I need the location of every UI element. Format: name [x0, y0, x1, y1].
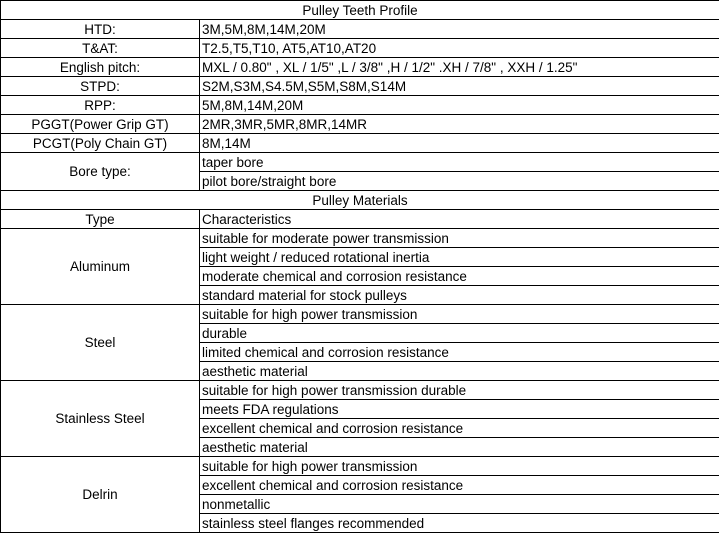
material-characteristic: suitable for high power transmission — [200, 305, 719, 324]
table-row — [1, 191, 719, 210]
row-value: S2M,S3M,S4.5M,S5M,S8M,S14M — [200, 77, 719, 96]
material-name: Steel — [1, 305, 200, 381]
table-row — [1, 210, 719, 229]
table-row — [1, 305, 719, 324]
material-characteristic: limited chemical and corrosion resistance — [200, 343, 719, 362]
row-value: MXL / 0.80" , XL / 1/5" ,L / 3/8" ,H / 1/2" .XH / 7/8" , XXH / 1.25" — [200, 58, 719, 77]
row-value: 5M,8M,14M,20M — [200, 96, 719, 115]
material-name: Stainless Steel — [1, 381, 200, 457]
table-row — [1, 58, 719, 77]
material-characteristic: aesthetic material — [200, 362, 719, 381]
row-label: STPD: — [1, 77, 200, 96]
material-characteristic: suitable for high power transmission durable — [200, 381, 719, 400]
material-characteristic: aesthetic material — [200, 438, 719, 457]
table-row — [1, 229, 719, 248]
row-value: 2MR,3MR,5MR,8MR,14MR — [200, 115, 719, 134]
characteristics-header: Characteristics — [200, 210, 719, 229]
table-row — [1, 457, 719, 476]
row-label: T&AT: — [1, 39, 200, 58]
table-row — [1, 115, 719, 134]
material-characteristic: moderate chemical and corrosion resistance — [200, 267, 719, 286]
row-label: HTD: — [1, 20, 200, 39]
material-characteristic: nonmetallic — [200, 495, 719, 514]
row-label: RPP: — [1, 96, 200, 115]
material-characteristic: excellent chemical and corrosion resistance — [200, 476, 719, 495]
row-label: PCGT(Poly Chain GT) — [1, 134, 200, 153]
bore-type-value: pilot bore/straight bore — [200, 172, 719, 191]
bore-type-value: taper bore — [200, 153, 719, 172]
material-characteristic: excellent chemical and corrosion resistance — [200, 419, 719, 438]
material-characteristic: suitable for high power transmission — [200, 457, 719, 476]
material-characteristic: meets FDA regulations — [200, 400, 719, 419]
row-label: English pitch: — [1, 58, 200, 77]
row-label: PGGT(Power Grip GT) — [1, 115, 200, 134]
table-row — [1, 153, 719, 172]
type-header: Type — [1, 210, 200, 229]
table-row — [1, 20, 719, 39]
row-value: 8M,14M — [200, 134, 719, 153]
table-row — [1, 381, 719, 400]
table-row — [1, 134, 719, 153]
material-characteristic: light weight / reduced rotational inertia — [200, 248, 719, 267]
row-value: 3M,5M,8M,14M,20M — [200, 20, 719, 39]
table-row — [1, 1, 719, 20]
material-name: Delrin — [1, 457, 200, 533]
materials-title: Pulley Materials — [1, 191, 719, 210]
material-characteristic: standard material for stock pulleys — [200, 286, 719, 305]
table-row — [1, 77, 719, 96]
bore-type-label: Bore type: — [1, 153, 200, 191]
table-row — [1, 96, 719, 115]
material-characteristic: durable — [200, 324, 719, 343]
table-row — [1, 39, 719, 58]
profile-title: Pulley Teeth Profile — [1, 1, 719, 20]
material-name: Aluminum — [1, 229, 200, 305]
row-value: T2.5,T5,T10, AT5,AT10,AT20 — [200, 39, 719, 58]
material-characteristic: stainless steel flanges recommended — [200, 514, 719, 533]
material-characteristic: suitable for moderate power transmission — [200, 229, 719, 248]
